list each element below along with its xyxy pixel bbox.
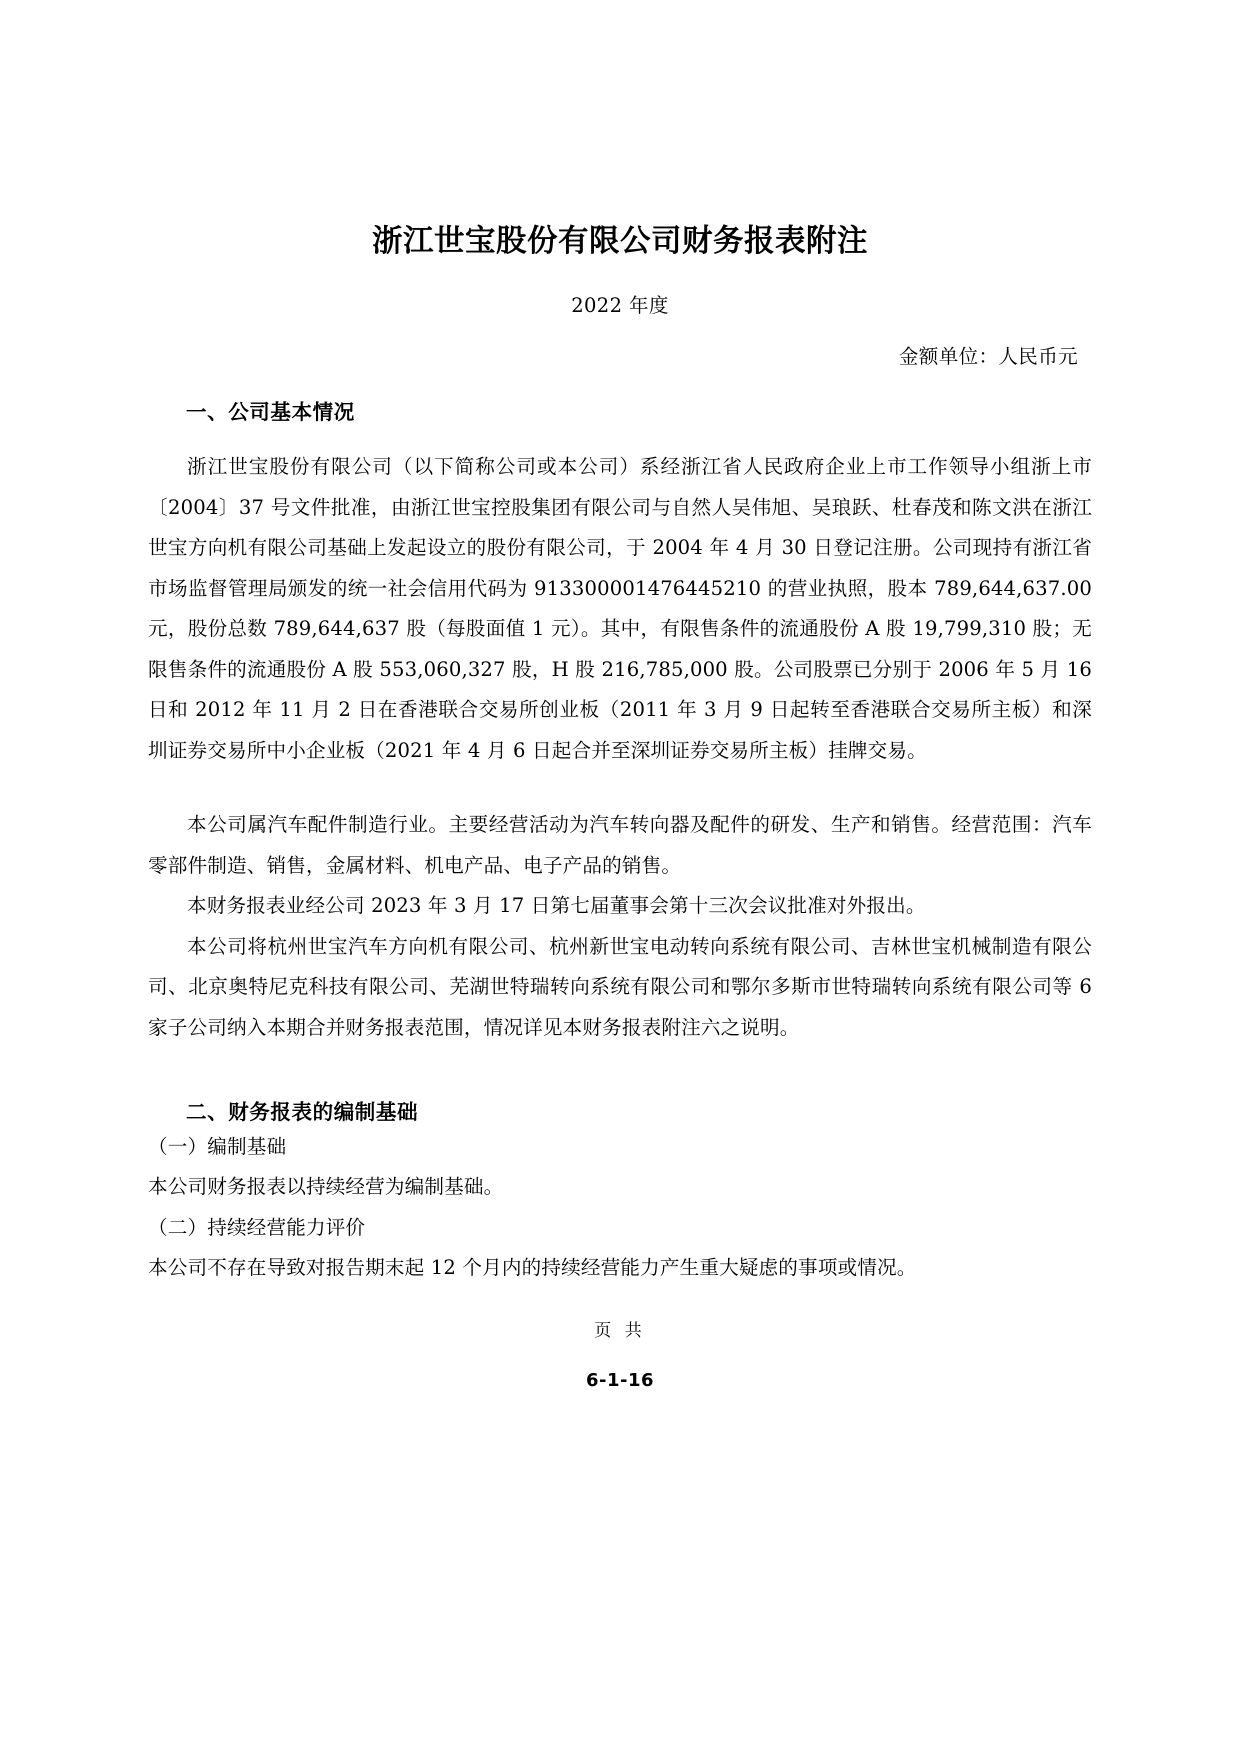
paragraph-company-registration: 浙江世宝股份有限公司（以下简称公司或本公司）系经浙江省人民政府企业上市工作领导小组浙上市〔2004〕37 号文件批准，由浙江世宝控股集团有限公司与自然人吴伟旭、吴琅跃、杜春茂和陈文洪在浙江世宝方向机有限公司基础上发起设立的股份有限公司，于 2004 年 4 月 30 日登记注册。公司现持有浙江省市场监督管理局颁发的统一社会信用代码为 913300001476445210 的营业执照，股本 789,644,637.00 元，股份总数 789,644,637 股（每股面值 1 元）。其中，有限售条件的流通股份 A 股 19,799,310 股；无限售条件的流通股份 A 股 553,060,327 股，H 股 216,785,000 股。公司股票已分别于 2006 年 5 月 16 日和 2012 年 11 月 2 日在香港联合交易所创业板（2011 年 3 月 9 日起转至香港联合交易所主板）和深圳证券交易所中小企业板（2021 年 4 月 6 日起合并至深圳证券交易所主板）挂牌交易。	[148, 455, 1092, 762]
page-content	[148, 0, 1092, 1289]
currency-unit-label: 金额单位：人民币元	[898, 344, 1078, 368]
footer-page-mark: 页 共	[594, 1321, 646, 1341]
paragraph-spacer	[148, 771, 1092, 805]
paragraph-board-approval: 本财务报表业经公司 2023 年 3 月 17 日第七届董事会第十三次会议批准对外报出。	[187, 894, 926, 918]
section-heading-preparation-basis: 二、财务报表的编制基础	[186, 1100, 419, 1125]
footer-page-number: 6-1-16	[585, 1370, 655, 1391]
subsection-label-preparation-basis: （一）编制基础	[148, 1134, 287, 1158]
report-period: 2022 年度	[571, 293, 669, 317]
paragraph-consolidation-scope: 本公司将杭州世宝汽车方向机有限公司、杭州新世宝电动转向系统有限公司、吉林世宝机械制造有限公司、北京奥特尼克科技有限公司、芜湖世特瑞转向系统有限公司和鄂尔多斯市世特瑞转向系统有限公司等 6 家子公司纳入本期合并财务报表范围，情况详见本财务报表附注六之说明。	[148, 934, 1092, 1039]
page-title: 浙江世宝股份有限公司财务报表附注	[372, 224, 868, 259]
paragraph-business-scope: 本公司属汽车配件制造行业。主要经营活动为汽车转向器及配件的研发、生产和销售。经营范围：汽车零部件制造、销售，金属材料、机电产品、电子产品的销售。	[148, 813, 1092, 877]
section-heading-company-overview: 一、公司基本情况	[186, 400, 355, 425]
subsection-text-preparation-basis: 本公司财务报表以持续经营为编制基础。	[148, 1175, 504, 1199]
subsection-label-going-concern: （二）持续经营能力评价	[148, 1215, 366, 1239]
subsection-text-going-concern: 本公司不存在导致对报告期末起 12 个月内的持续经营能力产生重大疑虑的事项或情况。	[148, 1256, 917, 1280]
